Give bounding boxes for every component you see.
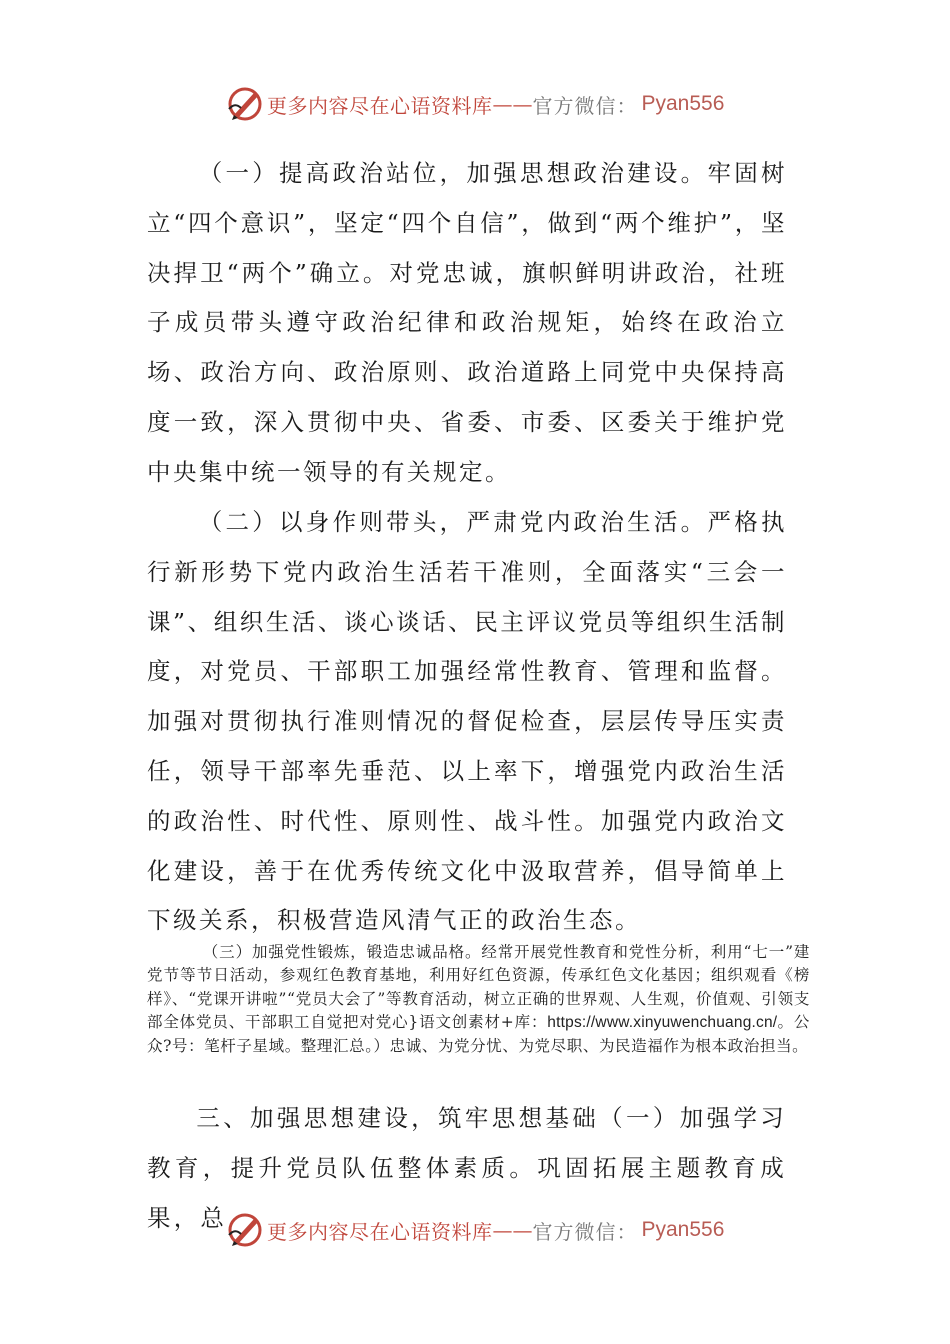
paragraph-2 [147, 498, 787, 946]
paragraph-2-text: （二）以身作则带头，严肃党内政治生活。严格执行新形势下党内政治生活若干准则，全面落实“三会一课”、组织生活、谈心谈话、民主评议党员等组织生活制度，对党员、干部职工加强经常性教育、管理和监督。加强对贯彻执行准则情况的督促检查，层层传导压实责任，领导干部率先垂范、以上率下，增强党内政治生活的政治性、时代性、原则性、战斗性。加强党内政治文化建设，善于在优秀传统文化中汲取营养，倡导简单上下级关系，积极营造风清气正的政治生态。 [147, 508, 787, 935]
header-watermark [225, 82, 724, 126]
watermark-dash: —— [492, 92, 533, 116]
paragraph-small-text-a: （三）加强党性锻炼，锻造忠诚品格。经常开展党性教育和党性分析，利用“七一”建党节等节日活动，参观红色教育基地，利用好红色资源，传承红色文化基因；组织观看《榜样》、“党课开讲啦”“党员大会了”等教育活动，树立正确的世界观、人生观，价值观、引领支部全体党员、干部职工自觉把对党心}语文创素材+库： [147, 943, 810, 1032]
paragraph-3-text: 三、加强思想建设，筑牢思想基础（一）加强学习教育，提升党员队伍整体素质。巩固拓展主题教育成果，总 [147, 1104, 787, 1232]
pen-logo-icon [225, 1210, 265, 1250]
watermark-text: 更多内容尽在心语资料库 [267, 93, 493, 118]
source-url: https://www.xinyuwenchuang.cn/ [547, 1014, 778, 1032]
paragraph-small [147, 941, 810, 1058]
watermark-dash: —— [492, 1218, 533, 1242]
paragraph-1-text: （一）提高政治站位，加强思想政治建设。牢固树立“四个意识”，坚定“四个自信”，做到“两个维护”，坚决捍卫“两个”确立。对党忠诚，旗帜鲜明讲政治，社班子成员带头遵守政治纪律和政治规矩，始终在政治立场、政治方向、政治原则、政治道路上同党中央保持高度一致，深入贯彻中央、省委、市委、区委关于维护党中央集中统一领导的有关规定。 [147, 159, 787, 486]
watermark-wechat-label: 官方微信： [532, 1219, 638, 1244]
watermark-wechat-id: Pyan556 [641, 92, 725, 115]
watermark-text: 更多内容尽在心语资料库 [267, 1219, 493, 1244]
footer-watermark [225, 1208, 724, 1252]
pen-logo-icon [225, 84, 265, 124]
paragraph-1 [147, 149, 787, 498]
paragraph-small-text-b: 。公众?号：笔杆子星域。整理汇总。）忠诚、为党分忧、为党尽职、为民造福作为根本政治担当。 [147, 1013, 810, 1055]
watermark-wechat-label: 官方微信： [532, 93, 638, 118]
watermark-wechat-id: Pyan556 [641, 1218, 725, 1241]
